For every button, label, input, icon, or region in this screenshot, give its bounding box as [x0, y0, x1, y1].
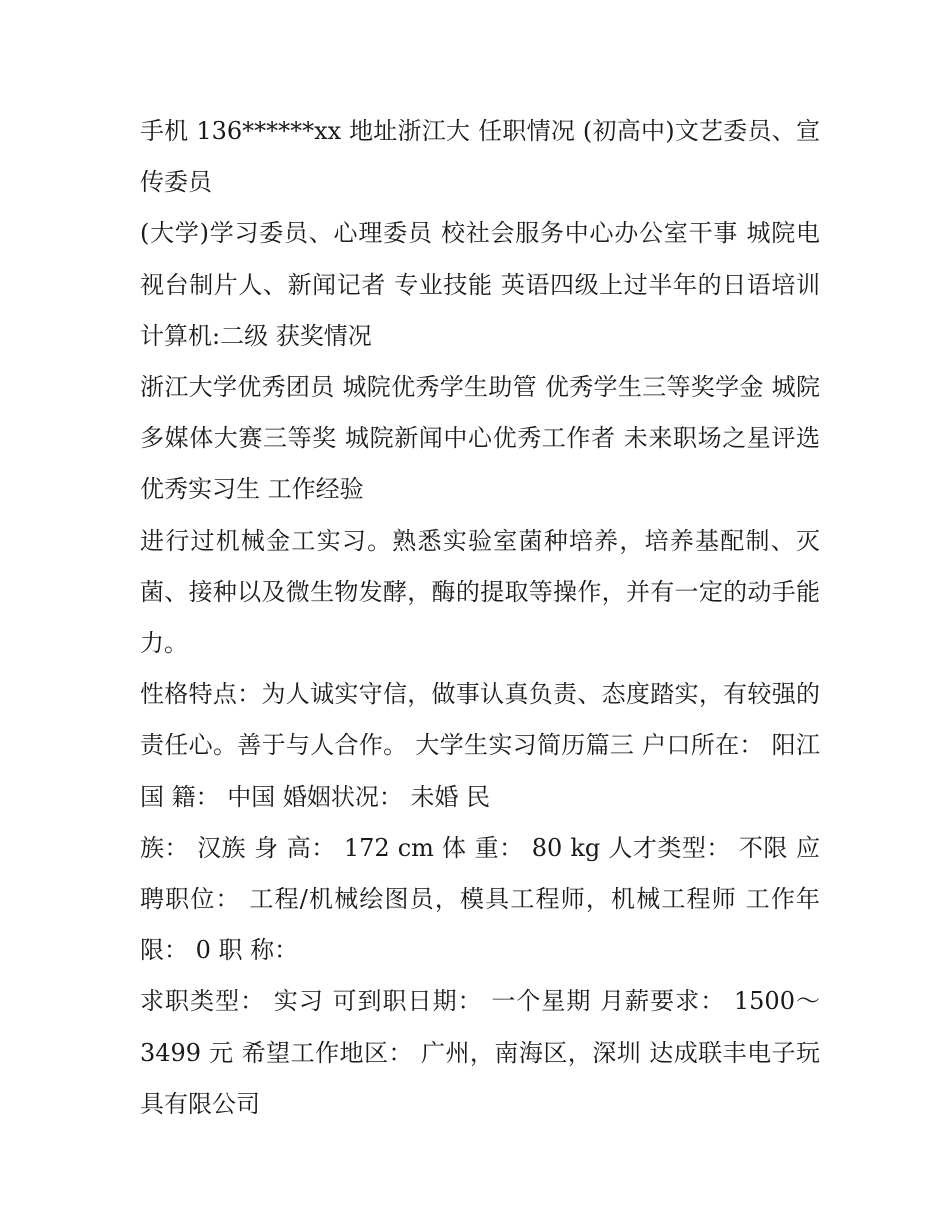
document-body — [140, 106, 820, 1130]
paragraph-work-experience: 进行过机械金工实习。熟悉实验室菌种培养，培养基配制、灭菌、接种以及微生物发酵，酶的提取等操作，并有一定的动手能力。 — [140, 526, 820, 658]
paragraph-contact-positions: 手机 136******xx 地址浙江大 任职情况 (初高中)文艺委员、宣传委员 — [140, 117, 820, 197]
paragraph-job-type-salary-location: 求职类型： 实习 可到职日期： 一个星期 月薪要求： 1500～3499 元 希望工作地区： 广州，南海区，深圳 达成联丰电子玩具有限公司 — [140, 987, 820, 1118]
paragraph-awards: 浙江大学优秀团员 城院优秀学生助管 优秀学生三等奖学金 城院多媒体大赛三等奖 城院新闻中心优秀工作者 未来职场之星评选优秀实习生 工作经验 — [140, 373, 820, 504]
paragraph-university-roles-skills: (大学)学习委员、心理委员 校社会服务中心办公室干事 城院电视台制片人、新闻记者 专业技能 英语四级上过半年的日语培训 计算机:二级 获奖情况 — [140, 219, 820, 350]
paragraph-physical-job-target: 族： 汉族 身 高： 172 cm 体 重： 80 kg 人才类型： 不限 应聘职位： 工程/机械绘图员，模具工程师，机械工程师 工作年限： 0 职 称： — [140, 833, 820, 965]
paragraph-personality-personal-info: 性格特点：为人诚实守信，做事认真负责、态度踏实，有较强的责任心。善于与人合作。 大学生实习简历篇三 户口所在： 阳江 国 籍： 中国 婚姻状况： 未婚 民 — [140, 680, 820, 811]
